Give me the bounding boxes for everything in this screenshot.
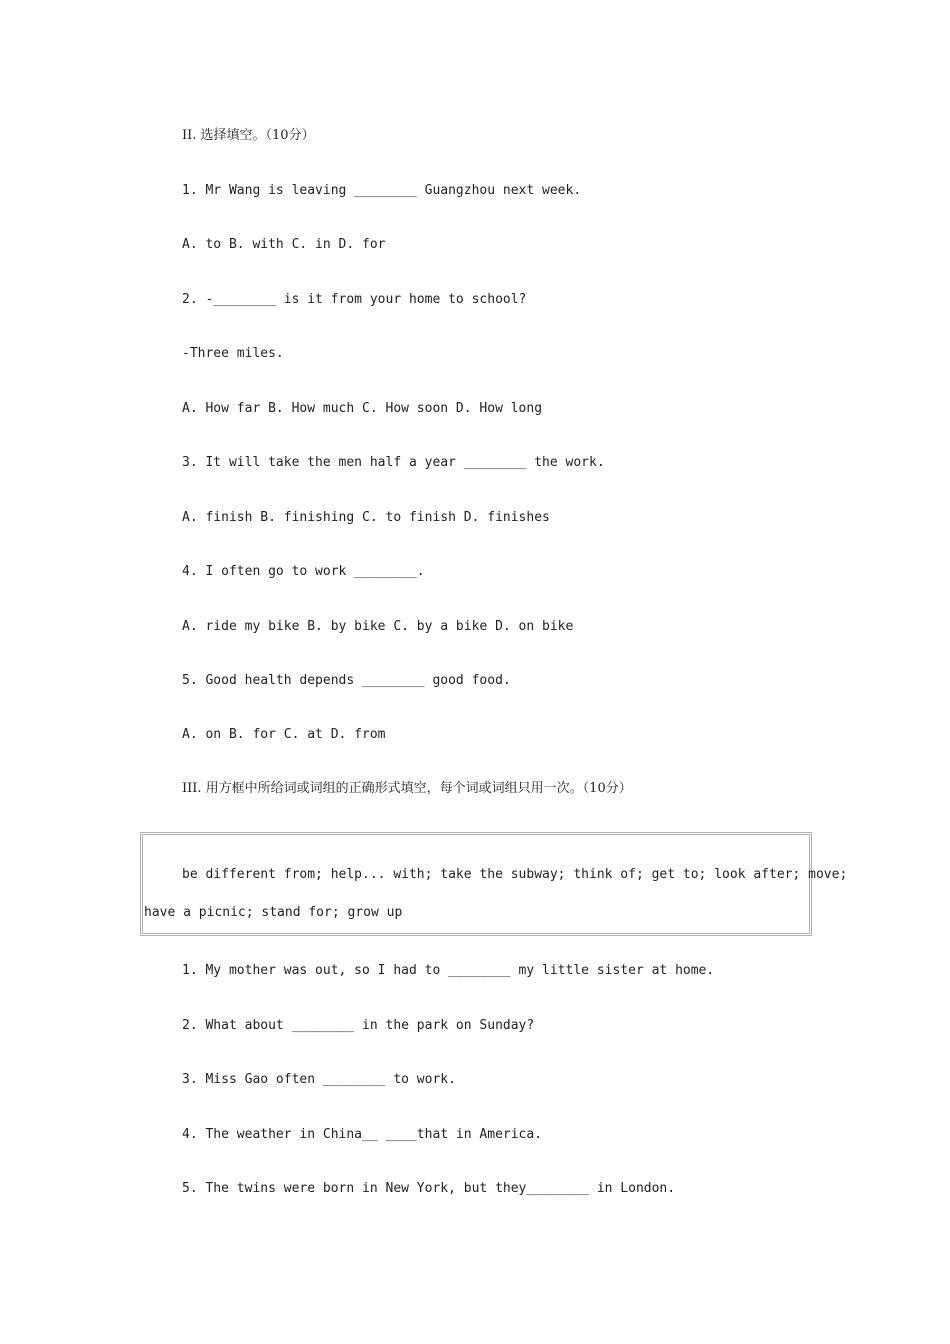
question-4-options: A. ride my bike B. by bike C. by a bike D. on bike — [182, 619, 574, 634]
word-box-line-1: be different from; help... with; take the subway; think of; get to; look after; move; — [182, 867, 848, 882]
question-5-options: A. on B. for C. at D. from — [182, 727, 386, 742]
word-box-line-2: have a picnic; stand for; grow up — [144, 905, 403, 920]
question-1-stem: 1. Mr Wang is leaving ________ Guangzhou next week. — [182, 183, 582, 198]
word-box — [140, 832, 848, 936]
question-2-options: A. How far B. How much C. How soon D. How long — [182, 401, 543, 416]
section-3-heading: III. 用方框中所给词或词组的正确形式填空，每个词或词组只用一次。（10分） — [182, 781, 632, 796]
question-5-stem: 5. Good health depends ________ good food. — [182, 673, 511, 688]
question-2-stem: 2. -________ is it from your home to school? — [182, 292, 527, 307]
question-3-stem: 3. It will take the men half a year ________ the work. — [182, 455, 605, 470]
fill-question-2: 2. What about ________ in the park on Sunday? — [182, 1018, 535, 1033]
question-1-options: A. to B. with C. in D. for — [182, 237, 386, 252]
fill-question-1: 1. My mother was out, so I had to ________ my little sister at home. — [182, 963, 715, 978]
section-2-heading: II. 选择填空。（10分） — [182, 128, 315, 143]
question-3-options: A. finish B. finishing C. to finish D. finishes — [182, 510, 550, 525]
fill-question-4: 4. The weather in China__ ____that in America. — [182, 1127, 543, 1142]
fill-question-5: 5. The twins were born in New York, but they________ in London. — [182, 1181, 676, 1196]
question-2-reply: -Three miles. — [182, 346, 284, 361]
fill-question-3: 3. Miss Gao often ________ to work. — [182, 1072, 456, 1087]
question-4-stem: 4. I often go to work ________. — [182, 564, 425, 579]
